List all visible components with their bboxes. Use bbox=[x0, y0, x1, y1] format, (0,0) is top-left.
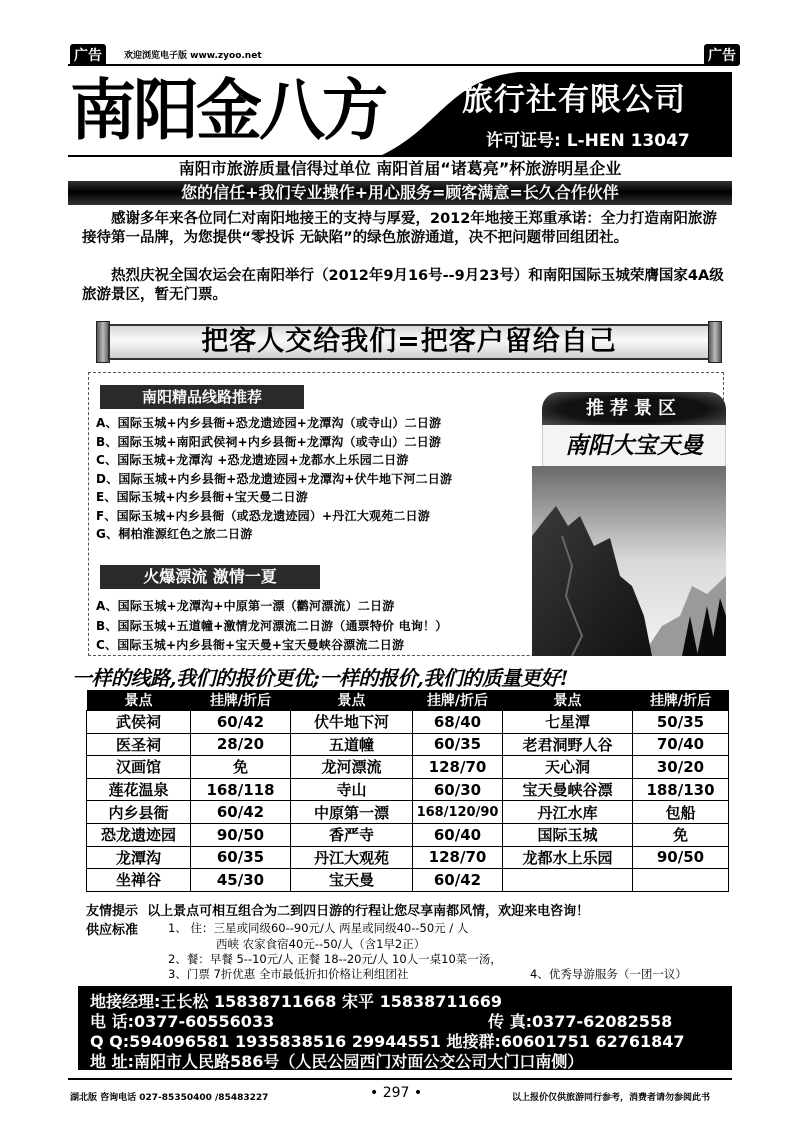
tip-label: 友情提示 bbox=[86, 904, 139, 919]
license-number: 许可证号: L-HEN 13047 bbox=[486, 131, 690, 151]
friendly-tip bbox=[86, 900, 589, 919]
standard-line: 1、 住：三星或同级60--90元/人 两星或同级40--50元 / 人 bbox=[168, 921, 469, 935]
qq-numbers[interactable]: Q Q:594096581 1935838516 29944551 地接群:60601751 62761847 bbox=[90, 1032, 685, 1051]
company-type: 旅行社有限公司 bbox=[462, 82, 686, 118]
honor-line: 南阳市旅游质量信得过单位 南阳首届“诸葛亮”杯旅游明星企业 bbox=[178, 159, 622, 178]
spot-name: 宝天曼峡谷漂 bbox=[503, 778, 633, 801]
spot-name: 香严寺 bbox=[291, 823, 413, 846]
spot-name: 宝天曼 bbox=[291, 869, 413, 892]
spot-price: 90/50 bbox=[191, 823, 291, 846]
scroll-end-right bbox=[708, 321, 722, 363]
table-row bbox=[87, 869, 729, 892]
spot-price: 60/35 bbox=[191, 846, 291, 869]
spot-name: 伏牛地下河 bbox=[291, 711, 413, 734]
brand-name: 南阳金八方 bbox=[70, 71, 385, 149]
spot-name: 老君洞野人谷 bbox=[503, 733, 633, 756]
footer-edition: 湖北版 咨询电话 027-85350400 /85483227 bbox=[70, 1093, 269, 1103]
route-item[interactable]: B、国际玉城+南阳武侯祠+内乡县衙+龙潭沟（或寺山）二日游 bbox=[96, 434, 442, 449]
footer-rule bbox=[68, 1078, 732, 1080]
spot-price: 60/35 bbox=[413, 733, 503, 756]
fax[interactable]: 传 真:0377-62082558 bbox=[488, 1012, 673, 1031]
spot-name: 天心洞 bbox=[503, 756, 633, 779]
spot-price: 188/130 bbox=[633, 778, 729, 801]
rafting-title: 火爆漂流 激情一夏 bbox=[100, 565, 320, 589]
spot-name: 龙河漂流 bbox=[291, 756, 413, 779]
website-welcome[interactable]: 欢迎浏览电子版 www.zyoo.net bbox=[124, 51, 262, 61]
spot-name: 医圣祠 bbox=[87, 733, 191, 756]
spot-price: 免 bbox=[633, 823, 729, 846]
column-header: 挂牌/折后 bbox=[191, 690, 291, 711]
price-slogan: 一样的线路,我们的报价更优;一样的报价,我们的质量更好! bbox=[72, 666, 569, 690]
price-table bbox=[86, 690, 729, 892]
manager-contact[interactable]: 地接经理:王长松 15838711668 宋平 15838711669 bbox=[90, 992, 503, 1011]
spot-price: 70/40 bbox=[633, 733, 729, 756]
spot-price: 60/42 bbox=[191, 801, 291, 824]
motto-bar: 您的信任+我们专业操作+用心服务=顾客满意=长久合作伙伴 bbox=[68, 181, 732, 205]
standard-line: 西峡 农家食宿40元--50/人（含1早2正） bbox=[216, 937, 426, 951]
column-header: 景点 bbox=[503, 690, 633, 711]
address: 地 址:南阳市人民路586号（人民公园西门对面公交公司大门口南侧） bbox=[90, 1052, 584, 1071]
spot-price bbox=[633, 869, 729, 892]
spot-price: 60/40 bbox=[413, 823, 503, 846]
spot-price: 68/40 bbox=[413, 711, 503, 734]
spot-price: 28/20 bbox=[191, 733, 291, 756]
table-row bbox=[87, 801, 729, 824]
table-row bbox=[87, 823, 729, 846]
contact-panel bbox=[78, 986, 732, 1070]
spot-name: 坐禅谷 bbox=[87, 869, 191, 892]
spot-name: 恐龙遗迹园 bbox=[87, 823, 191, 846]
routes-list bbox=[96, 414, 536, 544]
spot-name: 丹江大观苑 bbox=[291, 846, 413, 869]
telephone[interactable]: 电 话:0377-60556033 bbox=[90, 1012, 275, 1031]
intro-paragraph: 感谢多年来各位同仁对南阳地接王的支持与厚爱，2012年地接王郑重承诺：全力打造南阳旅游接待第一品牌，为您提供“零投诉 无缺陷”的绿色旅游通道，决不把问题带回组团社。 bbox=[82, 211, 717, 246]
route-item[interactable]: C、国际玉城+龙潭沟 +恐龙遗迹园+龙都水上乐园二日游 bbox=[96, 453, 409, 467]
column-header: 挂牌/折后 bbox=[413, 690, 503, 711]
spot-name: 寺山 bbox=[291, 778, 413, 801]
price-table-header bbox=[87, 690, 729, 711]
spot-name: 武侯祠 bbox=[87, 711, 191, 734]
route-item[interactable]: E、国际玉城+内乡县衙+宝天曼二日游 bbox=[96, 490, 308, 504]
spot-price: 50/35 bbox=[633, 711, 729, 734]
spot-price: 90/50 bbox=[633, 846, 729, 869]
standard-line: 3、门票 7折优惠 全市最低折扣价格让利组团社 bbox=[168, 967, 409, 981]
column-header: 景点 bbox=[291, 690, 413, 711]
top-rule bbox=[68, 64, 732, 66]
spot-price: 30/20 bbox=[633, 756, 729, 779]
spot-name: 国际玉城 bbox=[503, 823, 633, 846]
rafting-item[interactable]: B、国际玉城+五道幢+激情龙河漂流二日游（通票特价 电询！） bbox=[96, 618, 448, 633]
rafting-item[interactable]: A、国际玉城+龙潭沟+中原第一漂（鹳河漂流）二日游 bbox=[96, 599, 395, 613]
spot-price: 60/42 bbox=[191, 711, 291, 734]
recommended-badge: 推荐景区 bbox=[542, 392, 726, 426]
spot-name: 五道幢 bbox=[291, 733, 413, 756]
table-row bbox=[87, 778, 729, 801]
table-row bbox=[87, 846, 729, 869]
standard-line: 2、餐：早餐 5--10元/人 正餐 18--20元/人 10人一桌10菜一汤， bbox=[168, 952, 502, 966]
spot-name: 莲花温泉 bbox=[87, 778, 191, 801]
spot-price: 168/118 bbox=[191, 778, 291, 801]
routes-title: 南阳精品线路推荐 bbox=[100, 385, 304, 409]
spot-price: 免 bbox=[191, 756, 291, 779]
spot-name: 汉画馆 bbox=[87, 756, 191, 779]
column-header: 挂牌/折后 bbox=[633, 690, 729, 711]
spot-price: 128/70 bbox=[413, 846, 503, 869]
rafting-list bbox=[96, 597, 536, 656]
table-row bbox=[87, 711, 729, 734]
spot-price: 60/30 bbox=[413, 778, 503, 801]
route-item[interactable]: D、国际玉城+内乡县衙+恐龙遗迹园+龙潭沟+伏牛地下河二日游 bbox=[96, 471, 453, 486]
spot-name: 七星潭 bbox=[503, 711, 633, 734]
standard-line: 4、优秀导游服务（一团一议） bbox=[530, 967, 687, 981]
spot-name: 中原第一漂 bbox=[291, 801, 413, 824]
spot-name bbox=[503, 869, 633, 892]
tip-text: 以上景点可相互组合为二到四日游的行程让您尽享南都风情，欢迎来电咨询！ bbox=[147, 904, 590, 919]
page-number: • 297 • bbox=[370, 1085, 423, 1101]
footer-disclaimer: 以上报价仅供旅游同行参考，消费者请勿参阅此书 bbox=[512, 1093, 711, 1103]
spot-name: 龙潭沟 bbox=[87, 846, 191, 869]
scenic-spot-name: 南阳大宝天曼 bbox=[542, 425, 726, 467]
spot-price: 60/42 bbox=[413, 869, 503, 892]
supply-standard-label: 供应标准 bbox=[86, 923, 139, 938]
spot-price: 128/70 bbox=[413, 756, 503, 779]
spot-name: 内乡县衙 bbox=[87, 801, 191, 824]
route-item[interactable]: G、桐柏淮源红色之旅二日游 bbox=[96, 527, 253, 541]
slogan-banner: 把客人交给我们=把客户留给自己 bbox=[108, 324, 710, 360]
celebration-paragraph: 热烈庆祝全国农运会在南阳举行（2012年9月16号--9月23号）和南阳国际玉城荣膺国家4A级旅游景区，暂无门票。 bbox=[82, 268, 724, 303]
ad-tag-left: 广告 bbox=[70, 44, 106, 66]
ad-tag-right: 广告 bbox=[704, 44, 740, 66]
spot-price: 包船 bbox=[633, 801, 729, 824]
spot-name: 龙都水上乐园 bbox=[503, 846, 633, 869]
mountain-photo bbox=[532, 466, 726, 656]
route-item[interactable]: A、国际玉城+内乡县衙+恐龙遗迹园+龙潭沟（或寺山）二日游 bbox=[96, 416, 442, 430]
route-item[interactable]: F、国际玉城+内乡县衙（或恐龙遗迹园）+丹江大观苑二日游 bbox=[96, 508, 430, 523]
spot-name: 丹江水库 bbox=[503, 801, 633, 824]
column-header: 景点 bbox=[87, 690, 191, 711]
table-row bbox=[87, 756, 729, 779]
spot-price: 168/120/90 bbox=[413, 801, 503, 824]
rafting-item[interactable]: C、国际玉城+内乡县衙+宝天曼+宝天曼峡谷漂流二日游 bbox=[96, 638, 405, 652]
spot-price: 45/30 bbox=[191, 869, 291, 892]
table-row bbox=[87, 733, 729, 756]
